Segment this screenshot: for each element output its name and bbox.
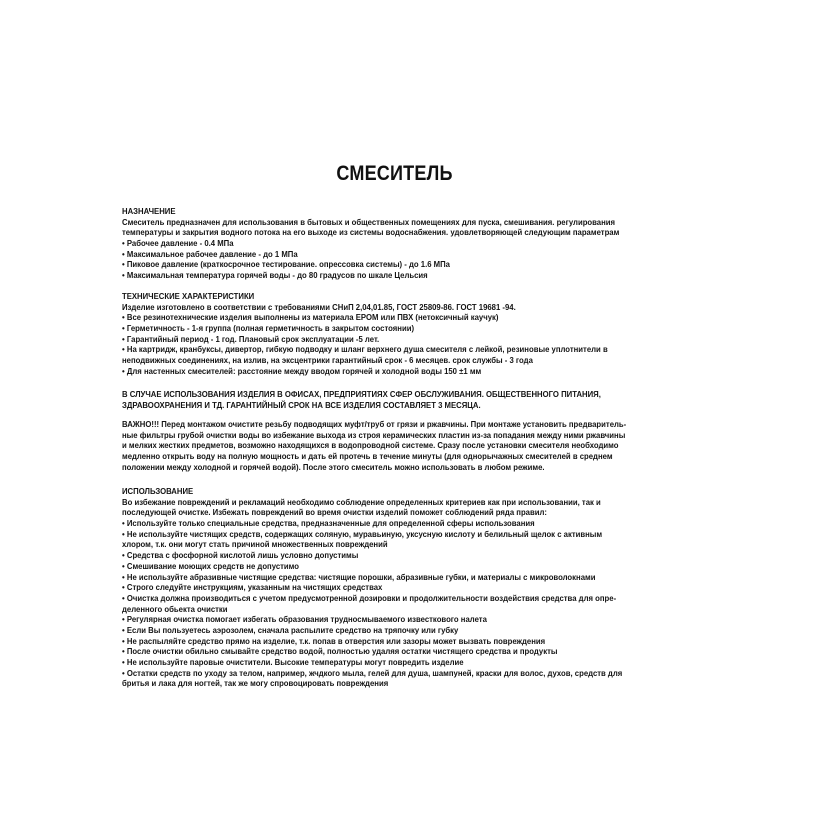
section-purpose — [122, 206, 667, 281]
section-important-note — [122, 419, 667, 472]
list-item: • Не используйте чистящих средств, содержащих соляную, муравьиную, уксусную кислоту и белильный щелок с активным — [122, 528, 603, 539]
list-item: • После очистки обильно смывайте средство водой, полностью удаляя остатки чистящего средства и продукты — [122, 646, 558, 657]
list-item: • Строго следуйте инструкциям, указанным на чистящих средствах — [122, 582, 383, 593]
section-heading-purpose: НАЗНАЧЕНИЕ — [122, 206, 176, 216]
list-item-continuation: деленного обьекта очистки — [122, 603, 228, 614]
paragraph-line: Во избежание повреждений и рекламаций необходимо соблюдение определенных критериев как при использовании, так и — [122, 496, 601, 507]
list-item: • Не используйте абразивные чистящие средства: чистящие порошки, абразивные губки, и материалы с микроволокнами — [122, 571, 596, 582]
list-item: • Все резинотехнические изделия выполнены из материала EPOM или ПВХ (нетоксичный каучук) — [122, 312, 499, 323]
section-warranty-notice — [122, 389, 667, 410]
document-title: СМЕСИТЕЛЬ — [336, 162, 453, 185]
list-item: • Не распыляйте средство прямо на изделие, т.к. попав в отверстия или зазоры может вызвать повреждения — [122, 635, 546, 646]
list-item: • Смешивание моющих средств не допустимо — [122, 560, 300, 571]
list-item-continuation: бритья и лака для ногтей, так же могу спровоцировать повреждения — [122, 678, 389, 689]
list-item: • Для настенных смесителей: расстояние между вводом горячей и холодной воды 150 ±1 мм — [122, 365, 482, 376]
list-item: • На картридж, кранбуксы, дивертор, гибкую подводку и шланг верхнего душа смесителя с лейкой, резиновые уплотнители в — [122, 344, 608, 355]
list-item: • Регулярная очистка помогает избегать образования трудносмываемого известкового налета — [122, 614, 487, 625]
list-item: • Очистка должна производиться с учетом предусмотренной дозировки и продолжительности воздействия средства для опре- — [122, 592, 617, 603]
paragraph-line: медленно открыть воду на полную мощность и дать ей протечь в течение минуты (для однорычажных смесителей в среднем — [122, 451, 613, 462]
list-item-continuation: хлором, т.к. они могут стать причиной множественных повреждений — [122, 539, 388, 550]
paragraph-line: В СЛУЧАЕ ИСПОЛЬЗОВАНИЯ ИЗДЕЛИЯ В ОФИСАХ, ПРЕДПРИЯТИЯХ СФЕР ОБСЛУЖИВАНИЯ. ОБЩЕСТВЕННОГО ПИТАНИЯ, — [122, 389, 601, 399]
list-item: • Максимальное рабочее давление - до 1 МПа — [122, 248, 298, 259]
paragraph-line: ВАЖНО!!! Перед монтажом очистите резьбу подводящих муфт/труб от грязи и ржавчины. При монтаже установить предваритель- — [122, 419, 627, 429]
section-technical-specs — [122, 291, 667, 377]
list-item: • Используйте только специальные средства, предназначенные для определенной сферы использования — [122, 518, 535, 529]
paragraph-line: Смеситель предназначен для использования в бытовых и общественных помещениях для пуска, смешивания. регулирования — [122, 216, 616, 227]
list-item-continuation: неподвижных соединениях, на излив, на эксцентрики гарантийный срок - 6 месяцев. срок службы - 3 года — [122, 355, 533, 366]
paragraph-line: последующей очистке. Избежать повреждений во время очистки изделий поможет соблюдений ряда правил: — [122, 507, 547, 518]
list-item: • Средства с фосфорной кислотой лишь условно допустимы — [122, 550, 359, 561]
section-heading-technical-specs: ТЕХНИЧЕСКИЕ ХАРАКТЕРИСТИКИ — [122, 291, 255, 301]
paragraph-line: положении между холодной и горячей водой). После этого смеситель можно использовать в любом режиме. — [122, 461, 545, 472]
list-item: • Остатки средств по уходу за телом, например, жчдкого мыла, гелей для душа, шампуней, краски для волос, духов, средств для — [122, 667, 623, 678]
paragraph-line: Изделие изготовлено в соответствии с требованиями СНиП 2,04,01.85, ГОСТ 25809-86. ГОСТ 19681 -94. — [122, 301, 516, 312]
paragraph-line: температуры и закрытия водного потока на его выходе из системы водоснабжения. удовлетворяющей следующим параметрам — [122, 227, 620, 238]
list-item: • Не используйте паровые очистители. Высокие температуры могут повредить изделие — [122, 657, 464, 667]
paragraph-line: и мелких жестких предметов, возможно находящихся в водопроводной системе. Сразу после установки смесителя необходимо — [122, 440, 619, 451]
list-item: • Пиковое давление (краткосрочное тестирование. опрессовка системы) - до 1.6 МПа — [122, 259, 450, 270]
list-item: • Герметичность - 1-я группа (полная герметичность в закрытом состоянии) — [122, 323, 415, 334]
section-usage — [122, 486, 667, 689]
paragraph-line: ные фильтры грубой очистки воды во избежание выхода из строя керамических пластин из-за попадания между ними ржавчины — [122, 429, 626, 440]
list-item: • Гарантийный период - 1 год. Плановый срок эксплуатации -5 лет. — [122, 333, 380, 344]
list-item: • Если Вы пользуетесь аэрозолем, сначала распылите средство на тряпочку или губку — [122, 624, 459, 635]
list-item: • Рабочее давление - 0.4 МПа — [122, 238, 234, 249]
section-heading-usage: ИСПОЛЬЗОВАНИЕ — [122, 486, 194, 496]
paragraph-line: ЗДРАВООХРАНЕНИЯ И ТД. ГАРАНТИЙНЫЙ СРОК НА ВСЕ ИЗДЕЛИЯ СОСТАВЛЯЕТ 3 МЕСЯЦА. — [122, 399, 481, 410]
list-item: • Максимальная температура горячей воды - до 80 градусов по шкале Цельсия — [122, 270, 428, 281]
